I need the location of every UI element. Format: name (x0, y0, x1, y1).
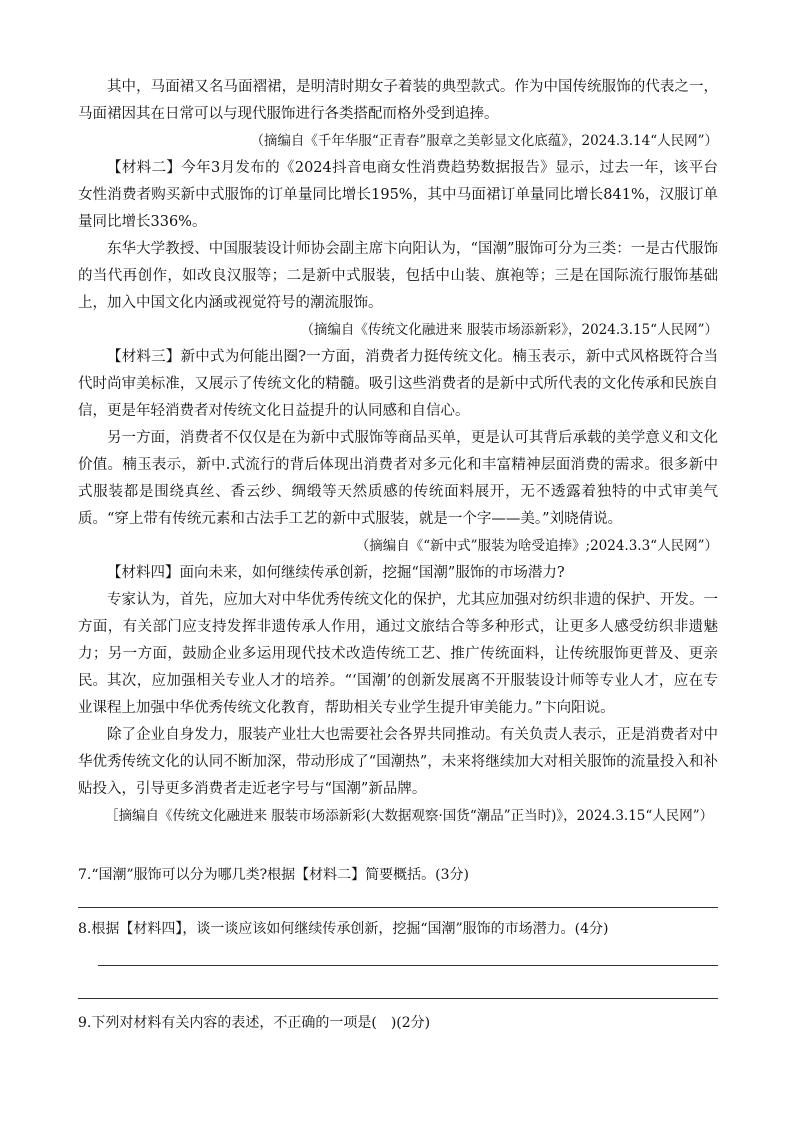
expert-paragraph: 专家认为，首先，应加大对中华优秀传统文化的保护，尤其应加强对纺织非遗的保护、开发。一方面，有关部门应支持发挥非遗传承人作用，通过文旅结合等多种形式，让更多人感受纺织非遗魅力；另一方面，鼓励企业多运用现代技术改造传统工艺、推广传统面料，让传统服饰更普及、更亲民。 (78, 592, 718, 689)
talent-paragraph: 其次，应加强相关专业人才的培养。“‘国潮’的创新发展离不开服装设计师等专业人才，应在专业课程上加强中华优秀传统文化教育，帮助相关专业学生提升审美能力。”卞向阳说。 (78, 673, 718, 716)
consumer-paragraph: 另一方面，消费者不仅仅是在为新中式服饰等商品买单，更是认可其背后承载的美学意义和文化价值。楠玉表示，新中.式流行的背后体现出消费者对多元化和丰富精神层面消费的需求。很多新中式服装都是围绕真丝、香云纱、绸缎等天然质感的传统面料展开，无不透露着独特的中式审美气质。“穿上带有传统元素和古法手工艺的新中式服装，就是一个字——美。”刘晓倩说。 (78, 430, 718, 527)
answer-line-q8-2[interactable] (78, 998, 718, 999)
material-three-paragraph: 【材料三】新中式为何能出圈?一方面，消费者力挺传统文化。楠玉表示，新中式风格既符合当代时尚审美标准，又展示了传统文化的精髓。吸引这些消费者的是新中式所代表的文化传承和民族自信，更是年轻消费者对传统文化日益提升的认同感和自信心。 (78, 349, 718, 419)
source-citation-1: （摘编自《千年华服“正青春”服章之美彰显文化底蕴》，2024.3.14“人民网”） (250, 133, 718, 149)
paragraph-mamianqun: 其中，马面裙又名马面褶裙，是明清时期女子着装的典型款式。作为中国传统服饰的代表之一，马面裙因其在日常可以与现代服饰进行各类搭配而格外受到追捧。 (78, 79, 718, 122)
answer-line-q8-1[interactable] (98, 965, 718, 966)
source-citation-4: ［摘编自《传统文化融进来 服装市场添新彩(大数据观察·国货“潮品”正当时)》，2024.3.15“人民网”） (105, 808, 714, 824)
question-7: 7.“国潮”服饰可以分为哪几类?根据【材料二】简要概括。(3分) (78, 867, 470, 883)
source-citation-2: （摘编自《传统文化融进来 服装市场添新彩》，2024.3.15“人民网”） (300, 322, 718, 338)
question-8: 8.根据【材料四】，谈一谈应该如何继续传承创新，挖掘“国潮”服饰的市场潜力。(4分) (78, 921, 609, 937)
question-9: 9.下列对材料有关内容的表述，不正确的一项是( )(2分) (78, 1015, 431, 1031)
material-four-paragraph: 【材料四】面向未来，如何继续传承创新，挖掘“国潮”服饰的市场潜力? (107, 565, 565, 581)
industry-paragraph: 除了企业自身发力，服装产业壮大也需要社会各界共同推动。有关负责人表示，正是消费者对中华优秀传统文化的认同不断加深，带动形成了“国潮热”，未来将继续加大对相关服饰的流量投入和补贴投入，引导更多消费者走近老字号与“国潮”新品牌。 (78, 727, 718, 797)
material-two-paragraph: 【材料二】今年3月发布的《2024抖音电商女性消费趋势数据报告》显示，过去一年，该平台女性消费者购买新中式服饰的订单量同比增长195%，其中马面裙订单量同比增长841%，汉服订单量同比增长336%。 (78, 160, 718, 230)
guochao-categories-paragraph: 东华大学教授、中国服装设计师协会副主席卞向阳认为，“国潮”服饰可分为三类：一是古代服饰的当代再创作，如改良汉服等；二是新中式服装，包括中山装、旗袍等；三是在国际流行服饰基础上，加入中国文化内涵或视觉符号的潮流服饰。 (78, 241, 718, 311)
answer-line-q7[interactable] (78, 907, 718, 908)
source-citation-3: （摘编自《“新中式”服装为啥受追捧》;2024.3.3“人民网”） (355, 538, 718, 554)
